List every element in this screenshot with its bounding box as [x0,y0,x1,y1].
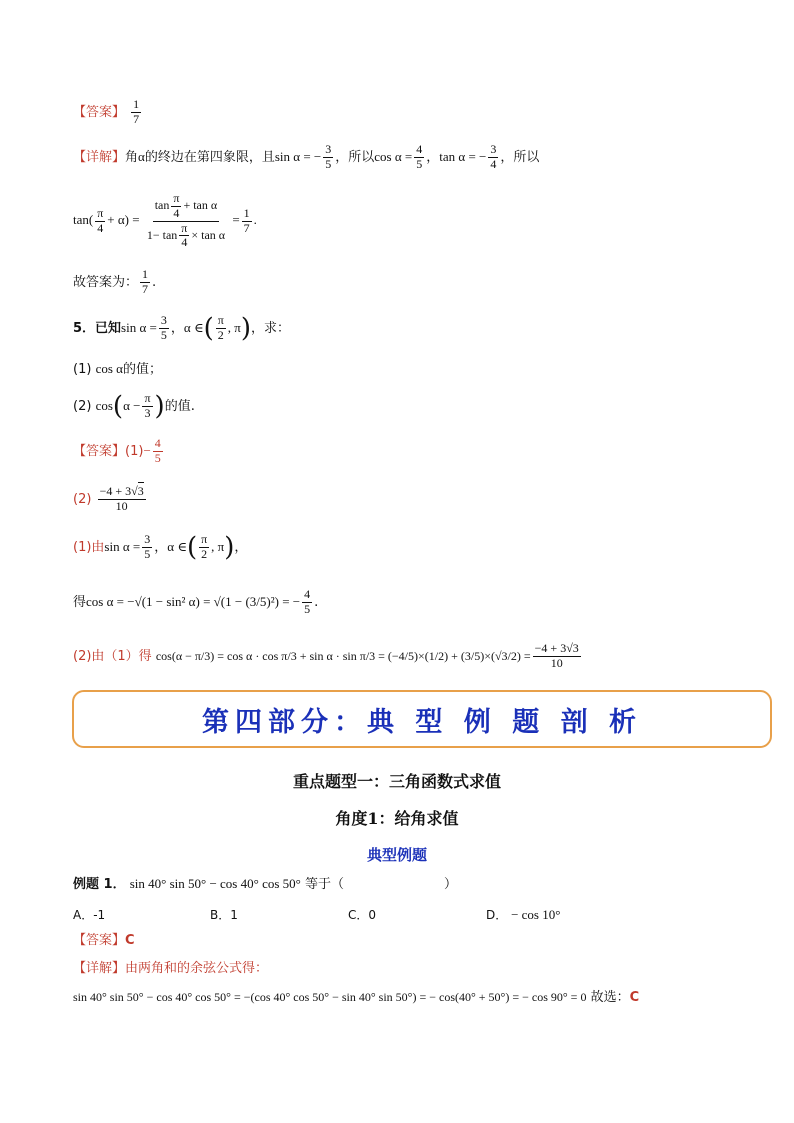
answer-conclusion: 故答案为： $\frac{1}{7}$ . [73,267,157,296]
detail-tag: 【详解】 [73,149,126,165]
option-a: A．-1 [73,908,106,922]
answer-1-line [73,98,143,127]
section-title: 第四部分：典 型 例 题 剖 析 [202,706,642,738]
solution-1-cos: 得cos α = −√(1 − sin² α) = √(1 − (3/5)²) = − $\frac{4}{5}$ . [73,587,319,616]
answer-1-fraction: $\frac{1}{7}$ [133,97,140,126]
heading-typical-examples: 典型例题 [366,846,427,864]
question-5-part-1: (1) cos α的值； [73,361,162,377]
detail-1-line: 【详解】角α的终边在第四象限，且sin α = − $\frac{3}{5}$ ，所以cos α = $\frac{4}{5}$ ，tan α = − $\frac{3}{4}$ ，所以 [73,142,540,171]
question-5-part-2: (2) cos(α − $\frac{\pi}{3}$ )的值. [73,391,195,422]
answer-5-part-2: (2) $\frac{-4 + 3√3}{10}$ [73,484,144,513]
option-d: D． − cos 10° [486,907,561,922]
solution-1: (1)由sin α = $\frac{3}{5}$ ，α ∈( $\frac{\pi}{2}$ , π)， [73,532,248,563]
tan-big-fraction: tan $\frac{\pi}{4}$ + tan α 1− tan $\frac{\pi}{4}$ × tan α [146,191,226,250]
solution-2: (2)由（1）得 cos(α − π/3) = cos α · cos π/3 + sin α · sin π/3 = (−4/5)×(1/2) + (3/5)×(√3/2) = $\frac{-4 + 3√3}{10}$ [73,641,579,670]
option-c: C．0 [348,908,377,922]
tan-equation: tan( $\frac{\pi}{4}$ + α) = tan $\frac{\pi}{4}$ + tan α 1− tan $\frac{\pi}{4}$ × tan α = $\frac{1}{7}$ . [73,191,257,250]
example-1-answer: 【答案】C [73,933,135,948]
question-5: 5．已知sin α = $\frac{3}{5}$ ，α ∈( $\frac{\pi}{2}$ , π)，求： [73,313,291,344]
example-1-detail: 【详解】由两角和的余弦公式得： [73,961,269,976]
answer-5-line: 【答案】(1)− $\frac{4}{5}$ [73,436,161,465]
heading-angle: 角度1：给角求值 [335,809,459,828]
section-title-box [72,690,772,748]
option-b: B．1 [210,908,238,922]
answer-tag: 【答案】 [73,104,126,120]
heading-question-type: 重点题型一：三角函数式求值 [292,772,501,791]
example-1-final: sin 40° sin 50° − cos 40° cos 50° = −(cos 40° cos 50° − sin 40° sin 50°) = − cos(40° + 50°) = − cos 90° = 0 故选：C [73,990,640,1005]
example-1: 例题 1． sin 40° sin 50° − cos 40° cos 50° 等于（ ） [73,876,458,892]
